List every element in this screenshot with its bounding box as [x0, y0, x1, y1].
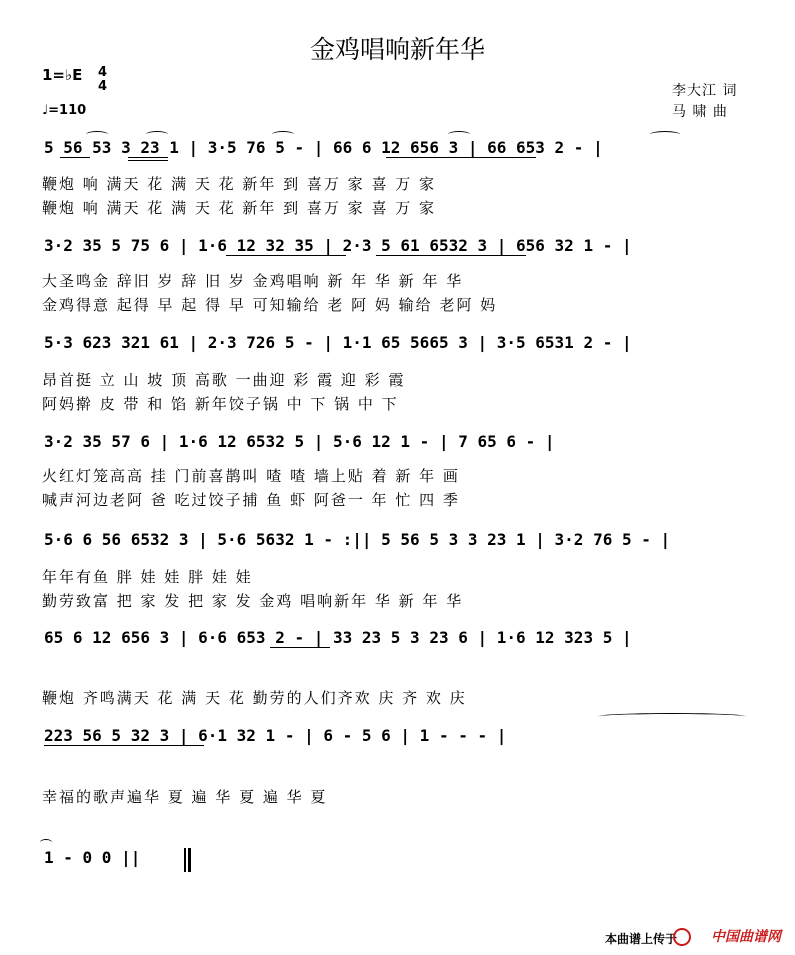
lyrics-row-1-verse-1: 鞭炮 响 满天 花 满 天 花 新年 到 喜万 家 喜 万 家: [42, 175, 436, 193]
lyrics-row-4-verse-2: 喊声河边老阿 爸 吃过饺子捕 鱼 虾 阿爸一 年 忙 四 季: [42, 491, 460, 509]
rhythm-underline: [128, 157, 168, 158]
lyrics-row-7-verse-1: 幸福的歌声遍华 夏 遍 华 夏 遍 华 夏: [42, 788, 328, 806]
notation-row-4: 3·2 35 57 6 | 1·6 12 6532 5 | 5·6 12 1 - | 7 65 6 - |: [44, 432, 555, 451]
notation-row-2: 3·2 35 5 75 6 | 1·6 12 32 35 | 2·3 5 61 6532 3 | 656 32 1 - |: [44, 236, 632, 255]
notation-row-8: 1 - 0 0 ||: [44, 848, 141, 867]
lyricist-credit: 李大江 词: [672, 83, 738, 99]
site-logo-icon: [673, 928, 691, 946]
slur: [272, 131, 294, 138]
notation-row-6: 65 6 12 656 3 | 6·6 653 2 - | 33 23 5 3 23 6 | 1·6 12 323 5 |: [44, 628, 632, 647]
rhythm-underline: [386, 157, 536, 158]
notation-row-3: 5·3 623 321 61 | 2·3 726 5 - | 1·1 65 5665 3 | 3·5 6531 2 - |: [44, 333, 632, 352]
rhythm-underline: [226, 255, 346, 256]
slur: [650, 131, 680, 138]
rhythm-underline: [60, 157, 90, 158]
meter-top: 4: [98, 65, 108, 80]
slur: [146, 131, 168, 138]
key-signature: 1=♭E: [42, 66, 83, 84]
composer-credit: 马 啸 曲: [672, 104, 728, 120]
notation-row-7: 223 56 5 32 3 | 6·1 32 1 - | 6 - 5 6 | 1 - - - |: [44, 726, 507, 745]
final-barline-thick: [188, 848, 191, 872]
rhythm-underline: [376, 255, 526, 256]
lyrics-row-2-verse-2: 金鸡得意 起得 早 起 得 早 可知输给 老 阿 妈 输给 老阿 妈: [42, 296, 498, 314]
slur: [448, 131, 470, 138]
meter-bottom: 4: [98, 79, 108, 94]
lyrics-row-3-verse-1: 昂首挺 立 山 坡 顶 高歌 一曲迎 彩 霞 迎 彩 霞: [42, 371, 406, 389]
lyrics-row-4-verse-1: 火红灯笼高高 挂 门前喜鹊叫 喳 喳 墙上贴 着 新 年 画: [42, 467, 460, 485]
lyrics-row-3-verse-2: 阿妈擀 皮 带 和 馅 新年饺子锅 中 下 锅 中 下: [42, 395, 399, 413]
site-logo-text[interactable]: 中国曲谱网: [711, 929, 781, 945]
tie-slur: [598, 713, 746, 720]
lyrics-row-1-verse-2: 鞭炮 响 满天 花 满 天 花 新年 到 喜万 家 喜 万 家: [42, 199, 436, 217]
upload-note: 本曲谱上传于: [604, 932, 677, 946]
final-barline: [184, 848, 186, 872]
rhythm-underline: [270, 647, 330, 648]
lyrics-row-6-verse-1: 鞭炮 齐鸣满天 花 满 天 花 勤劳的人们齐欢 庆 齐 欢 庆: [42, 689, 467, 707]
song-title: 金鸡唱响新年华: [309, 35, 485, 64]
tempo-mark: ♩=110: [42, 103, 87, 118]
notation-row-5: 5·6 6 56 6532 3 | 5·6 5632 1 - :|| 5 56 5 3 3 23 1 | 3·2 76 5 - |: [44, 530, 671, 549]
rhythm-underline: [128, 160, 168, 161]
lyrics-row-5-verse-2: 勤劳致富 把 家 发 把 家 发 金鸡 唱响新年 华 新 年 华: [42, 592, 464, 610]
notation-row-1: 5 56 53 3 23 1 | 3·5 76 5 - | 66 6 12 656 3 | 66 653 2 - |: [44, 138, 603, 157]
lyrics-row-5-verse-1: 年年有鱼 胖 娃 娃 胖 娃 娃: [42, 568, 253, 586]
tie-slur: [40, 839, 52, 846]
time-signature: [98, 66, 107, 94]
slur: [86, 131, 108, 138]
rhythm-underline: [44, 745, 204, 746]
lyrics-row-2-verse-1: 大圣鸣金 辞旧 岁 辞 旧 岁 金鸡唱响 新 年 华 新 年 华: [42, 272, 464, 290]
